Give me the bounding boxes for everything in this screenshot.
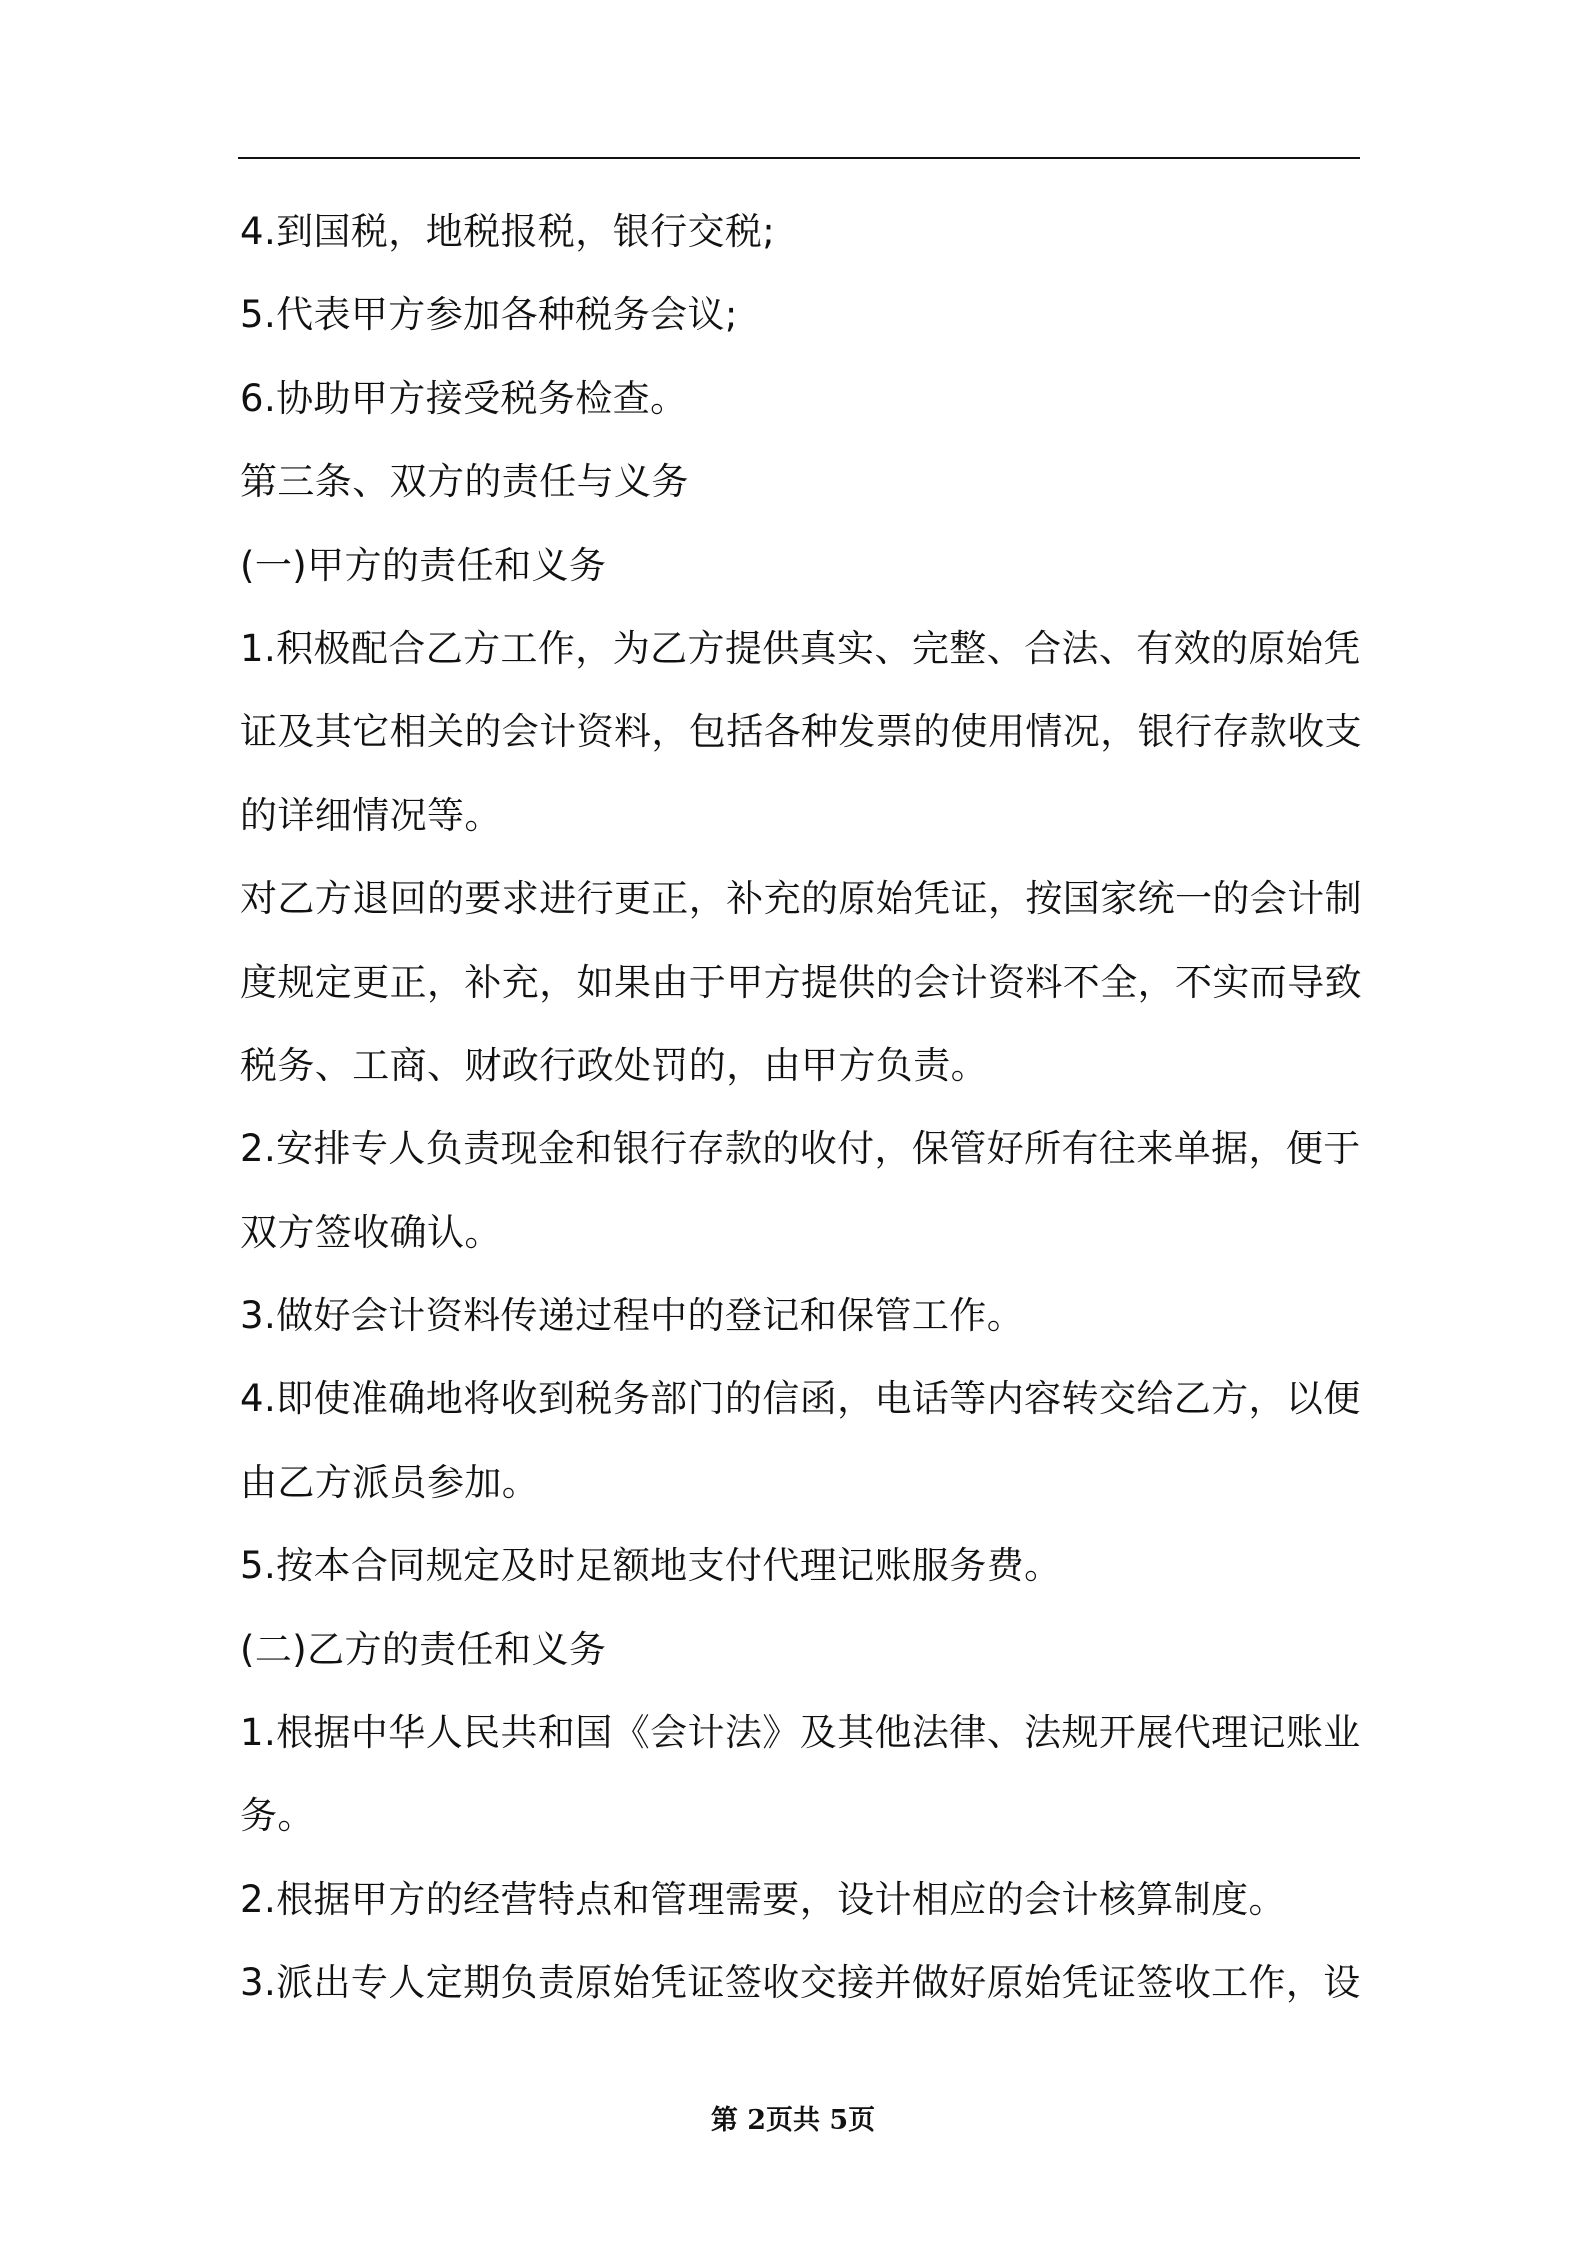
text-line-1: 4.到国税，地税报税，银行交税; — [240, 210, 776, 253]
document-body — [240, 190, 1360, 2025]
text-line-14: 3.做好会计资料传递过程中的登记和保管工作。 — [240, 1294, 1025, 1338]
header-rule — [238, 157, 1360, 159]
text-line-8: 的详细情况等。 — [240, 793, 502, 837]
text-line-10: 度规定更正，补充，如果由于甲方提供的会计资料不全，不实而导致 — [240, 960, 1362, 1004]
subheading-party-b: (二)乙方的责任和义务 — [240, 1627, 607, 1671]
text-line-6: 1.积极配合乙方工作，为乙方提供真实、完整、合法、有效的原始凭 — [240, 626, 1361, 670]
text-line-9: 对乙方退回的要求进行更正，补充的原始凭证，按国家统一的会计制 — [240, 877, 1362, 921]
text-line-17: 5.按本合同规定及时足额地支付代理记账服务费。 — [240, 1544, 1062, 1588]
text-line-12: 2.安排专人负责现金和银行存款的收付，保管好所有往来单据，便于 — [240, 1127, 1361, 1171]
text-line-3: 6.协助甲方接受税务检查。 — [240, 376, 688, 420]
text-line-13: 双方签收确认。 — [240, 1210, 502, 1254]
text-line-19: 1.根据中华人民共和国《会计法》及其他法律、法规开展代理记账业 — [240, 1711, 1361, 1755]
text-line-2: 5.代表甲方参加各种税务会议; — [240, 293, 738, 337]
text-line-15: 4.即使准确地将收到税务部门的信函，电话等内容转交给乙方，以便 — [240, 1377, 1361, 1421]
text-line-22: 3.派出专人定期负责原始凭证签收交接并做好原始凭证签收工作，设 — [240, 1961, 1361, 2005]
text-line-20: 务。 — [240, 1794, 315, 1838]
section-heading-article-3: 第三条、双方的责任与义务 — [240, 460, 689, 504]
text-line-11: 税务、工商、财政行政处罚的，由甲方负责。 — [240, 1043, 988, 1087]
subheading-party-a: (一)甲方的责任和义务 — [240, 543, 607, 587]
text-line-21: 2.根据甲方的经营特点和管理需要，设计相应的会计核算制度。 — [240, 1877, 1286, 1921]
text-line-7: 证及其它相关的会计资料，包括各种发票的使用情况，银行存款收支 — [240, 710, 1362, 754]
page-number: 第 2页共 5页 — [710, 2105, 876, 2136]
text-line-16: 由乙方派员参加。 — [240, 1460, 540, 1504]
